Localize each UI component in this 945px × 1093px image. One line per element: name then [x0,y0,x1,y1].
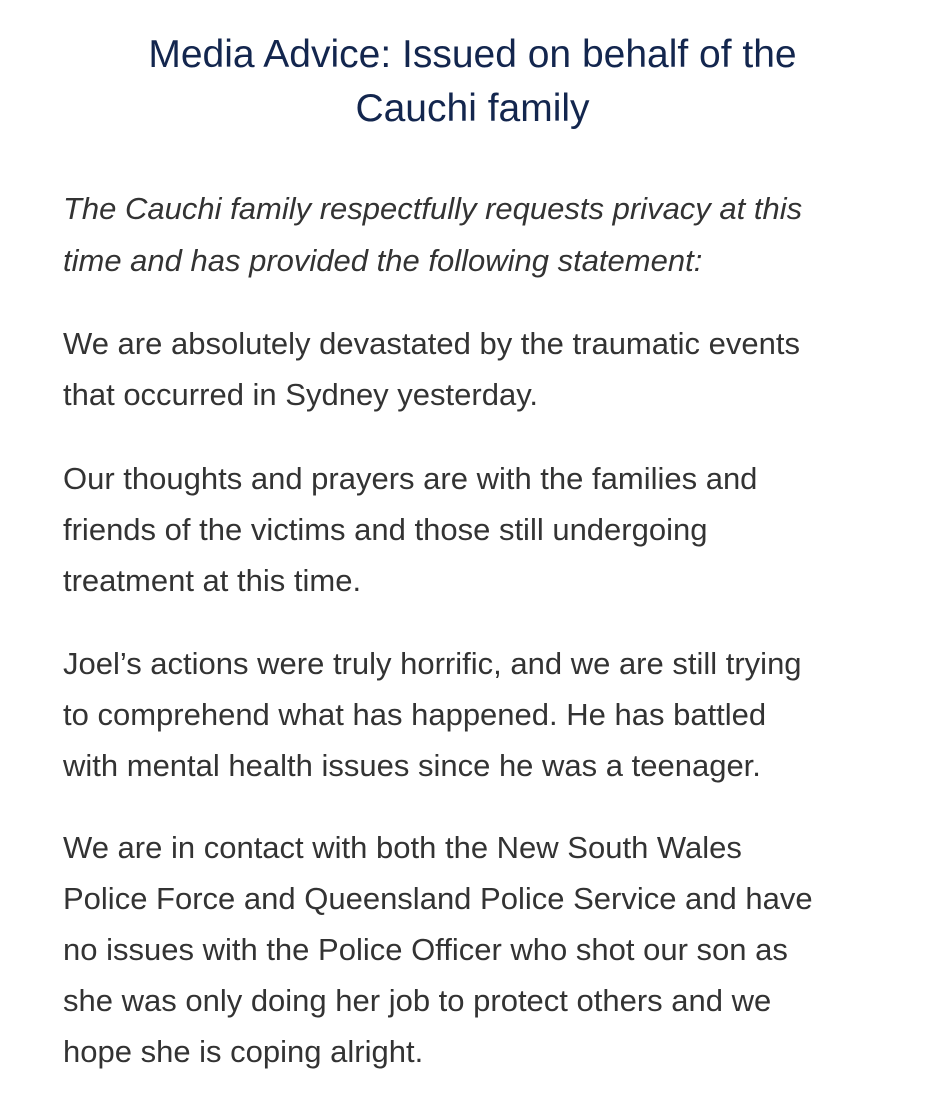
paragraph-line: hope she is coping alright. [63,1034,424,1069]
paragraph-line: We are absolutely devastated by the traumatic events [63,326,800,361]
statement-paragraph-1 [63,318,903,420]
paragraph-line: with mental health issues since he was a teenager. [63,748,761,783]
statement-paragraph-2 [63,453,903,606]
statement-paragraph-4 [63,822,903,1077]
title-line: Cauchi family [355,87,590,130]
statement-paragraph-3 [63,638,903,791]
paragraph-line: to comprehend what has happened. He has battled [63,697,767,732]
paragraph-line: friends of the victims and those still undergoing [63,512,708,547]
paragraph-line: Our thoughts and prayers are with the families and [63,461,758,496]
paragraph-line: treatment at this time. [63,563,362,598]
title-line: Media Advice: Issued on behalf of the [148,33,797,76]
paragraph-line: no issues with the Police Officer who shot our son as [63,932,788,967]
paragraph-line: We are in contact with both the New South Wales [63,830,742,865]
paragraph-line: Joel’s actions were truly horrific, and we are still trying [63,646,802,681]
intro-statement [63,183,903,287]
intro-line: time and has provided the following statement: [63,243,703,278]
paragraph-line: that occurred in Sydney yesterday. [63,377,539,412]
paragraph-line: she was only doing her job to protect others and we [63,983,772,1018]
paragraph-line: Police Force and Queensland Police Service and have [63,881,813,916]
document-title [40,28,905,136]
intro-line: The Cauchi family respectfully requests privacy at this [63,191,803,226]
